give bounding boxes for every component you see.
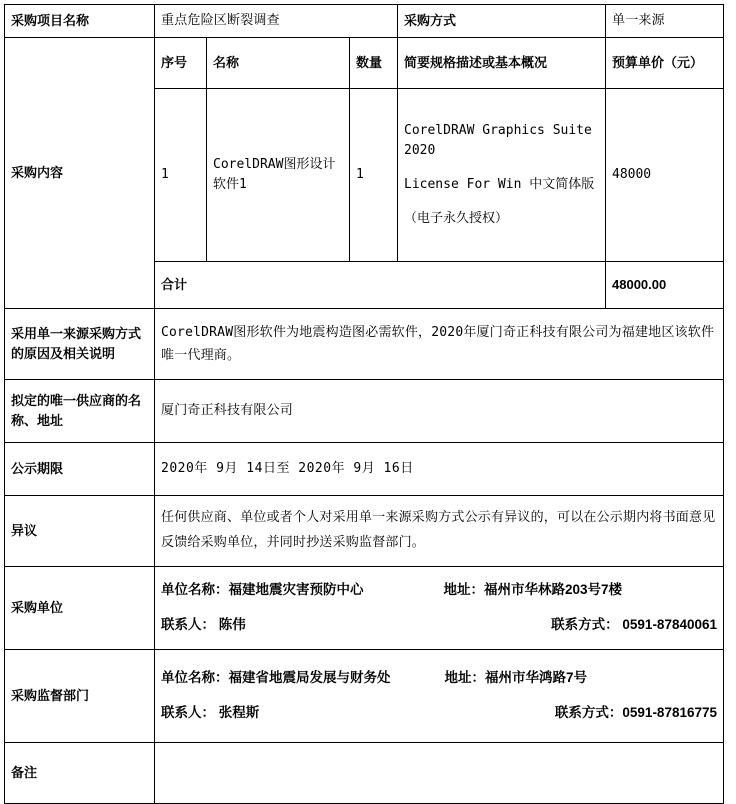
item-spec-line-1: CorelDRAW Graphics Suite 2020 — [404, 122, 592, 158]
purchaser-details — [155, 567, 724, 650]
publicity-period-value: 2020年 9月 14日至 2020年 9月 16日 — [155, 443, 724, 496]
purchaser-unit-name: 单位名称：福建地震灾害预防中心 — [161, 582, 364, 598]
item-spec-line-3: （电子永久授权） — [404, 211, 509, 227]
supplier-value: 厦门奇正科技有限公司 — [155, 380, 724, 443]
document-sheet — [4, 0, 727, 804]
table-row — [5, 743, 724, 804]
purchase-content-label: 采购内容 — [5, 38, 155, 309]
column-header-qty: 数量 — [350, 38, 398, 89]
supervisor-details — [155, 650, 724, 743]
supervisor-contact-person: 联系人： 张程斯 — [161, 705, 260, 721]
table-row — [5, 443, 724, 496]
table-row — [5, 309, 724, 380]
total-label: 合计 — [155, 262, 606, 309]
procurement-table — [4, 4, 724, 804]
purchase-method-value: 单一来源 — [606, 5, 724, 38]
item-spec-line-2: License For Win 中文简体版 — [404, 177, 595, 193]
reason-value: CorelDRAW图形软件为地震构造图必需软件，2020年厦门奇正科技有限公司为福建地区该软件唯一代理商。 — [155, 309, 724, 380]
item-name: CorelDRAW图形设计软件1 — [207, 89, 350, 262]
column-header-seq: 序号 — [155, 38, 207, 89]
item-spec — [398, 89, 606, 262]
table-row — [5, 567, 724, 650]
item-qty: 1 — [350, 89, 398, 262]
objection-label: 异议 — [5, 496, 155, 567]
column-header-price: 预算单价（元） — [606, 38, 724, 89]
column-header-spec: 简要规格描述或基本概况 — [398, 38, 606, 89]
reason-label: 采用单一来源采购方式的原因及相关说明 — [5, 309, 155, 380]
supervisor-address: 地址：福州市华鸿路7号 — [444, 670, 587, 686]
objection-value: 任何供应商、单位或者个人对采用单一来源采购方式公示有异议的，可以在公示期内将书面意见反馈给采购单位，并同时抄送采购监督部门。 — [155, 496, 724, 567]
remark-label: 备注 — [5, 743, 155, 804]
remark-value — [155, 743, 724, 804]
supervisor-contact-phone: 联系方式：0591-87816775 — [554, 705, 717, 721]
column-header-name: 名称 — [207, 38, 350, 89]
table-row — [5, 5, 724, 38]
purchaser-label: 采购单位 — [5, 567, 155, 650]
total-value: 48000.00 — [606, 262, 724, 309]
table-row — [5, 496, 724, 567]
publicity-period-label: 公示期限 — [5, 443, 155, 496]
table-row — [5, 650, 724, 743]
item-seq: 1 — [155, 89, 207, 262]
project-name-value: 重点危险区断裂调查 — [155, 5, 398, 38]
supervisor-label: 采购监督部门 — [5, 650, 155, 743]
table-row — [5, 380, 724, 443]
purchaser-address: 地址：福州市华林路203号7楼 — [443, 582, 622, 598]
project-name-label: 采购项目名称 — [5, 5, 155, 38]
item-price: 48000 — [606, 89, 724, 262]
purchase-method-label: 采购方式 — [398, 5, 606, 38]
supervisor-unit-name: 单位名称：福建省地震局发展与财务处 — [161, 670, 391, 686]
supplier-label: 拟定的唯一供应商的名称、地址 — [5, 380, 155, 443]
purchaser-contact-person: 联系人： 陈伟 — [161, 617, 246, 633]
table-row — [5, 38, 724, 89]
purchaser-contact-phone: 联系方式： 0591-87840061 — [551, 617, 717, 633]
